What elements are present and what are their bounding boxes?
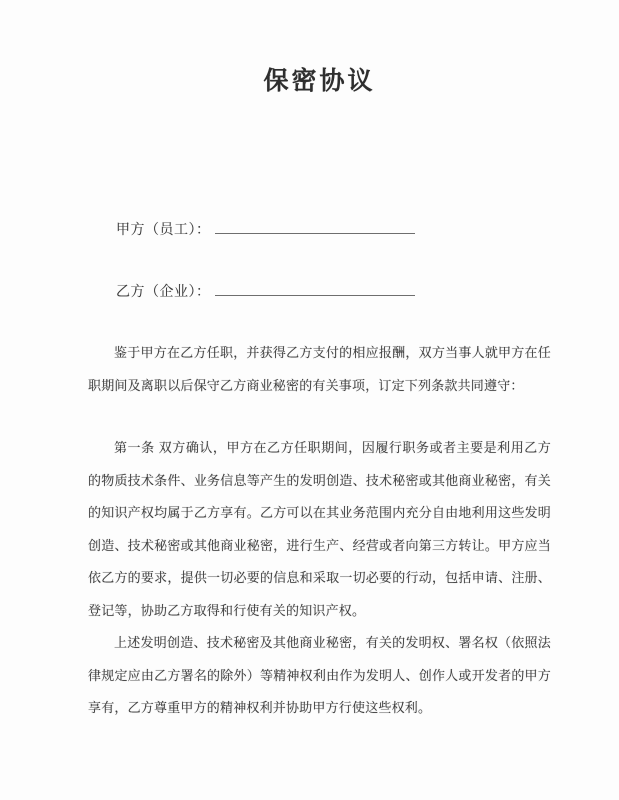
document-title: 保密协议 — [263, 67, 376, 95]
party-a-label: 甲方（员工）： — [116, 221, 211, 237]
preamble-paragraph: 鉴于甲方在乙方任职，并获得乙方支付的相应报酬，双方当事人就甲方在任职期间及离职以后保守乙方商业秘密的有关事项，订定下列条款共同遵守： — [88, 345, 551, 393]
party-b-row — [88, 279, 551, 301]
party-a-blank-field — [215, 217, 415, 234]
party-a-row — [88, 217, 551, 239]
party-b-label: 乙方（企业）： — [116, 283, 211, 299]
clause-1-moral-rights-paragraph: 上述发明创造、技术秘密及其他商业秘密，有关的发明权、署名权（依照法律规定应由乙方署名的除外）等精神权利由作为发明人、创作人或开发者的甲方享有，乙方尊重甲方的精神权利并协助甲方行使这些权利。 — [88, 635, 551, 715]
party-b-blank-field — [215, 279, 415, 296]
clause-1-paragraph: 第一条 双方确认，甲方在乙方任职期间，因履行职务或者主要是利用乙方的物质技术条件、业务信息等产生的发明创造、技术秘密或其他商业秘密，有关的知识产权均属于乙方享有。乙方可以在其业务范围内充分自由地利用这些发明创造、技术秘密或其他商业秘密，进行生产、经营或者向第三方转让。甲方应当依乙方的要求，提供一切必要的信息和采取一切必要的行动，包括申请、注册、登记等，协助乙方取得和行使有关的知识产权。 — [88, 440, 551, 618]
